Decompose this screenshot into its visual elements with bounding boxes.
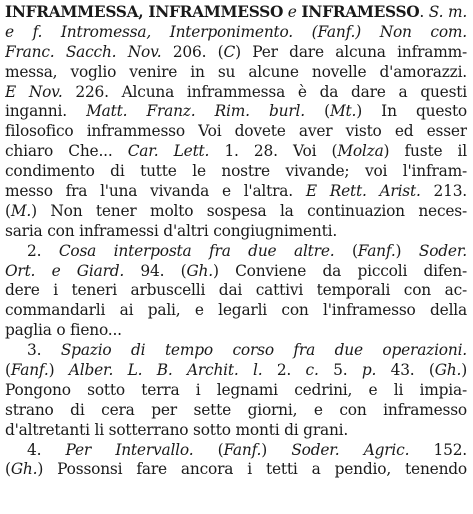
italic-text: E Nov. bbox=[5, 82, 63, 101]
italic-text: S. m. bbox=[428, 3, 467, 21]
italic-text: Fanf. bbox=[223, 440, 262, 459]
text-segment: ( bbox=[5, 460, 11, 479]
italic-text: M. bbox=[10, 201, 32, 220]
text-segment: 226. Alcuna inframmessa è da dare a questi bbox=[62, 82, 467, 101]
text-segment: 3. bbox=[27, 341, 61, 360]
text-segment: d'altretanti li sotterrano sotto monti di grani. bbox=[5, 420, 349, 439]
italic-text: c. bbox=[305, 361, 319, 380]
italic-text: Fanf. bbox=[357, 241, 396, 260]
text-segment: ) bbox=[48, 361, 69, 380]
text-segment: 2. bbox=[262, 361, 306, 380]
text-segment: 1. 28. Voi ( bbox=[209, 142, 338, 161]
dictionary-entry bbox=[5, 3, 467, 480]
text-segment: 4. bbox=[27, 440, 66, 459]
text-segment: ) Conviene da piccoli difen- bbox=[212, 261, 467, 280]
text-line bbox=[5, 222, 467, 242]
text-segment: 5. bbox=[318, 361, 362, 380]
text-line bbox=[5, 102, 467, 122]
text-line bbox=[5, 262, 467, 282]
text-line bbox=[5, 83, 467, 103]
text-segment: commandarli ai pali, e legarli con l'inframesso della bbox=[5, 301, 467, 320]
text-line bbox=[5, 3, 467, 23]
italic-text: Soder. Agric. bbox=[291, 440, 410, 459]
text-line bbox=[5, 162, 467, 182]
text-segment: ( bbox=[5, 201, 11, 220]
italic-text: Per Intervallo. bbox=[65, 440, 194, 459]
italic-text: C bbox=[223, 42, 236, 61]
italic-text: Fanf. bbox=[10, 361, 49, 380]
italic-text: Alber. L. B. Archit. l. bbox=[68, 361, 263, 380]
text-segment: ) bbox=[461, 361, 467, 380]
text-segment: ) Possonsi fare ancora i tetti a pendio, tenendo bbox=[37, 460, 467, 479]
text-segment: paglia o fieno... bbox=[5, 321, 122, 340]
italic-text: Cosa interposta fra due altre. bbox=[58, 241, 335, 260]
text-segment: ( bbox=[5, 361, 11, 380]
text-segment: messo fra l'una vivanda e l'altra. bbox=[5, 182, 306, 201]
text-segment: ) bbox=[395, 241, 419, 260]
italic-text: Gh. bbox=[186, 261, 213, 280]
text-segment: ) In questo bbox=[356, 102, 467, 121]
text-segment: Pongono sotto terra i legnami cedrini, e li impia- bbox=[5, 380, 467, 399]
italic-text: Franc. Sacch. Nov. bbox=[5, 42, 162, 61]
text-segment: ( bbox=[304, 102, 330, 121]
text-line bbox=[5, 460, 467, 480]
italic-text: e bbox=[283, 3, 302, 21]
text-line bbox=[5, 401, 467, 421]
text-segment: saria con inframessi d'altri congiugnimenti. bbox=[5, 221, 338, 240]
headword: INFRAMMESSA, INFRAMMESSO bbox=[5, 3, 284, 21]
text-segment: inganni. bbox=[5, 102, 87, 121]
text-segment: . bbox=[419, 3, 429, 21]
italic-text: e f. Intromessa, Interponimento. (Fanf.) Non com. bbox=[5, 22, 467, 41]
text-line bbox=[5, 441, 467, 461]
text-line bbox=[5, 202, 467, 222]
text-line bbox=[5, 281, 467, 301]
text-segment: ) Non tener molto sospesa la continuazion neces- bbox=[31, 201, 467, 220]
text-segment: ) Per dare alcuna inframm- bbox=[235, 42, 467, 61]
text-line bbox=[5, 23, 467, 43]
text-segment: 152. bbox=[409, 440, 467, 459]
text-segment: strano di cera per sette giorni, e con inframesso bbox=[5, 400, 467, 419]
text-segment: 94. ( bbox=[124, 261, 187, 280]
text-segment: 43. ( bbox=[376, 361, 435, 380]
text-segment: chiaro Che... bbox=[5, 142, 128, 161]
headword: INFRAMESSO bbox=[301, 3, 420, 21]
italic-text: Mt. bbox=[329, 102, 357, 121]
text-line bbox=[5, 182, 467, 202]
text-segment: ) bbox=[261, 440, 292, 459]
italic-text: Ort. e Giard. bbox=[5, 261, 125, 280]
italic-text: E Rett. Arist. bbox=[305, 182, 421, 201]
text-line bbox=[5, 381, 467, 401]
text-segment: ( bbox=[193, 440, 224, 459]
text-line bbox=[5, 142, 467, 162]
text-line bbox=[5, 63, 467, 83]
italic-text: p. bbox=[361, 361, 377, 380]
text-segment: filosofico inframmesso Voi dovete aver visto ed esser bbox=[5, 122, 467, 141]
text-line bbox=[5, 122, 467, 142]
italic-text: Car. Lett. bbox=[127, 142, 210, 161]
text-segment: ( bbox=[334, 241, 358, 260]
text-segment: messa, voglio venire in su alcune novelle d'amorazzi. bbox=[5, 62, 467, 81]
text-line bbox=[5, 361, 467, 381]
text-segment: 2. bbox=[27, 241, 59, 260]
text-line bbox=[5, 421, 467, 441]
text-line bbox=[5, 341, 467, 361]
italic-text: Molza bbox=[337, 142, 384, 161]
text-line bbox=[5, 43, 467, 63]
italic-text: Spazio di tempo corso fra due operazioni. bbox=[60, 341, 467, 360]
italic-text: Matt. Franz. Rim. burl. bbox=[86, 102, 305, 121]
text-line bbox=[5, 242, 467, 262]
text-segment: 213. bbox=[420, 182, 467, 201]
text-line bbox=[5, 301, 467, 321]
text-line bbox=[5, 321, 467, 341]
text-segment: ) fuste il bbox=[383, 142, 467, 161]
text-segment: dere i teneri arbuscelli dai cattivi temporali con ac- bbox=[5, 281, 467, 300]
text-segment: 206. ( bbox=[161, 42, 224, 61]
italic-text: Soder. bbox=[418, 241, 467, 260]
italic-text: Gh. bbox=[434, 361, 462, 380]
italic-text: Gh. bbox=[10, 460, 38, 479]
text-segment: condimento di tutte le nostre vivande; voi l'infram- bbox=[5, 162, 467, 181]
